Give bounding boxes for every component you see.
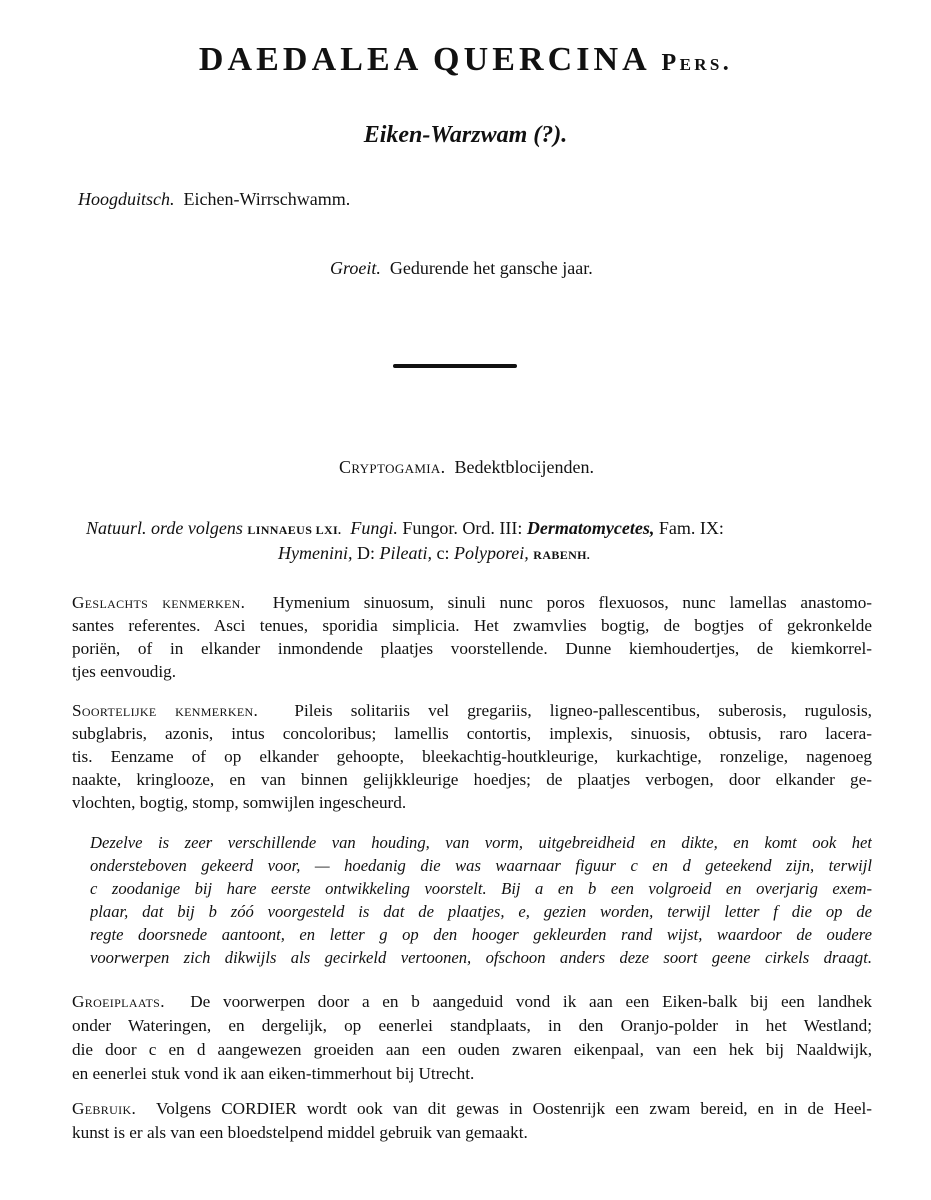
growth-value: Gedurende het gansche jaar. [389,258,593,278]
separator-rule [393,364,517,368]
species-paragraph [72,699,872,814]
note-line-5: regte doorsnede aantoont, en letter g op den hooger gekleurden rand wijst, waardoor de oudere [90,925,872,944]
species-text-1: Pileis solitariis vel gregariis, ligneo-pallescentibus, suberosis, rugulosis, [294,701,872,720]
class-value: Bedektblocijenden. [454,457,595,477]
habitat-text-1: De voorwerpen door a en b aangeduid vond ik aan een Eiken-balk bij een landhek [190,992,872,1011]
note-line-4: plaar, dat bij b zóó voorgesteld is dat de plaatjes, e, gezien worden, terwijl letter f die op de [90,902,872,921]
genus-line-3: poriën, of in elkander inmondende plaatjes voorstellende. Dunne kiemhoudertjes, de kiemkorrel- [72,639,872,658]
species-heading: Soortelijke kenmerken. [72,701,259,720]
use-text-1: Volgens CORDIER wordt ook van dit gewas in Oostenrijk een zwam bereid, en in de Heel- [156,1099,872,1118]
german-name-row [78,186,350,212]
note-line-1: Dezelve is zeer verschillende van houding, van vorm, uitgebreidheid en dikte, en komt ook het [90,833,872,852]
genus-text-1: Hymenium sinuosum, sinuli nunc poros flexuosos, nunc lamellas anastomo- [272,593,872,612]
habitat-line-1 [72,990,872,1014]
german-label: Hoogduitsch. [78,189,175,209]
natural-order-c: c: [436,543,450,563]
natural-order-fungi: Fungi. [350,518,398,538]
natural-order-hymenini: Hymenini, [278,543,353,563]
note-line-2: ondersteboven gekeerd voor, — hoedanig die was waarnaar figuur c en d geteekend zijn, terwijl [90,856,872,875]
habitat-paragraph [72,990,872,1086]
genus-line-2: santes referentes. Asci tenues, sporidia simplicia. Het zwamvlies bogtig, de bogtjes of gekronkelde [72,616,872,635]
species-line-5: vlochten, bogtig, stomp, somwijlen ingescheurd. [72,793,407,812]
species-line-4: naakte, kringlooze, en van binnen gelijkkleurige hoedjes; de plaatjes verbogen, door elkander ge- [72,770,872,789]
use-paragraph [72,1097,872,1145]
species-line-2: subglabris, azonis, intus concoloribus; lamellis contortis, implexis, sinuosis, obtusis, raro lacera- [72,724,872,743]
natural-order-fam: Fam. IX: [658,518,724,538]
genus-line-1 [72,591,872,614]
growth-row [330,255,593,281]
use-heading: Gebruik. [72,1099,137,1118]
habitat-line-2: onder Wateringen, en dergelijk, op eenerlei standplaats, in den Oranjo-polder in het Westland; [72,1016,872,1035]
genus-paragraph [72,591,872,683]
class-label: Cryptogamia. [339,457,446,477]
natural-order-ord: Fungor. Ord. III: [402,518,523,538]
note-paragraph [90,831,872,969]
page-title [0,38,931,85]
natural-order-line-2 [278,540,590,568]
class-row [339,454,594,480]
dutch-name: Eiken-Warzwam (?). [363,122,568,148]
habitat-line-3: die door c en d aangewezen groeiden aan een ouden zwaren eikenpaal, van een hek bij Naaldwijk, [72,1040,872,1059]
genus-line-4: tjes eenvoudig. [72,662,177,681]
genus-heading: Geslachts kenmerken. [72,593,246,612]
note-line-3: c zoodanige bij hare eerste ontwikkeling voorstelt. Bij a en b een volgroeid en overjarig exem- [90,879,872,898]
growth-label: Groeit. [330,258,381,278]
natural-order-author: LINNAEUS LXI. [247,523,342,537]
natural-order-pileati: Pileati, [379,543,432,563]
natural-order-d: D: [356,543,375,563]
species-line-1 [72,699,872,722]
habitat-heading: Groeiplaats. [72,992,165,1011]
natural-order-label: Natuurl. orde volgens [86,518,243,538]
use-line-1 [72,1097,872,1121]
natural-order-rabenh: RABENH. [533,548,591,562]
german-value: Eichen-Wirrschwamm. [183,189,351,209]
natural-order-line-1 [86,515,724,543]
natural-order-polyporei: Polyporei, [453,543,529,563]
natural-order-dermatomycetes: Dermatomycetes, [526,518,655,538]
species-line-3: tis. Eenzame of op elkander gehoopte, bleekachtig-houtkleurige, kurkachtige, ronzelige, nagenoeg [72,747,872,766]
habitat-line-4: en eenerlei stuk vond ik aan eiken-timmerhout bij Utrecht. [72,1064,475,1083]
author-abbrev: Pers. [661,50,733,76]
species-name: DAEDALEA QUERCINA [198,41,649,78]
note-line-6: voorwerpen zich dikwijls als gecirkeld vertoonen, ofschoon anders deze soort geene cirkels draagt. [90,948,872,967]
use-line-2: kunst is er als van een bloedstelpend middel gebruik van gemaakt. [72,1123,528,1142]
